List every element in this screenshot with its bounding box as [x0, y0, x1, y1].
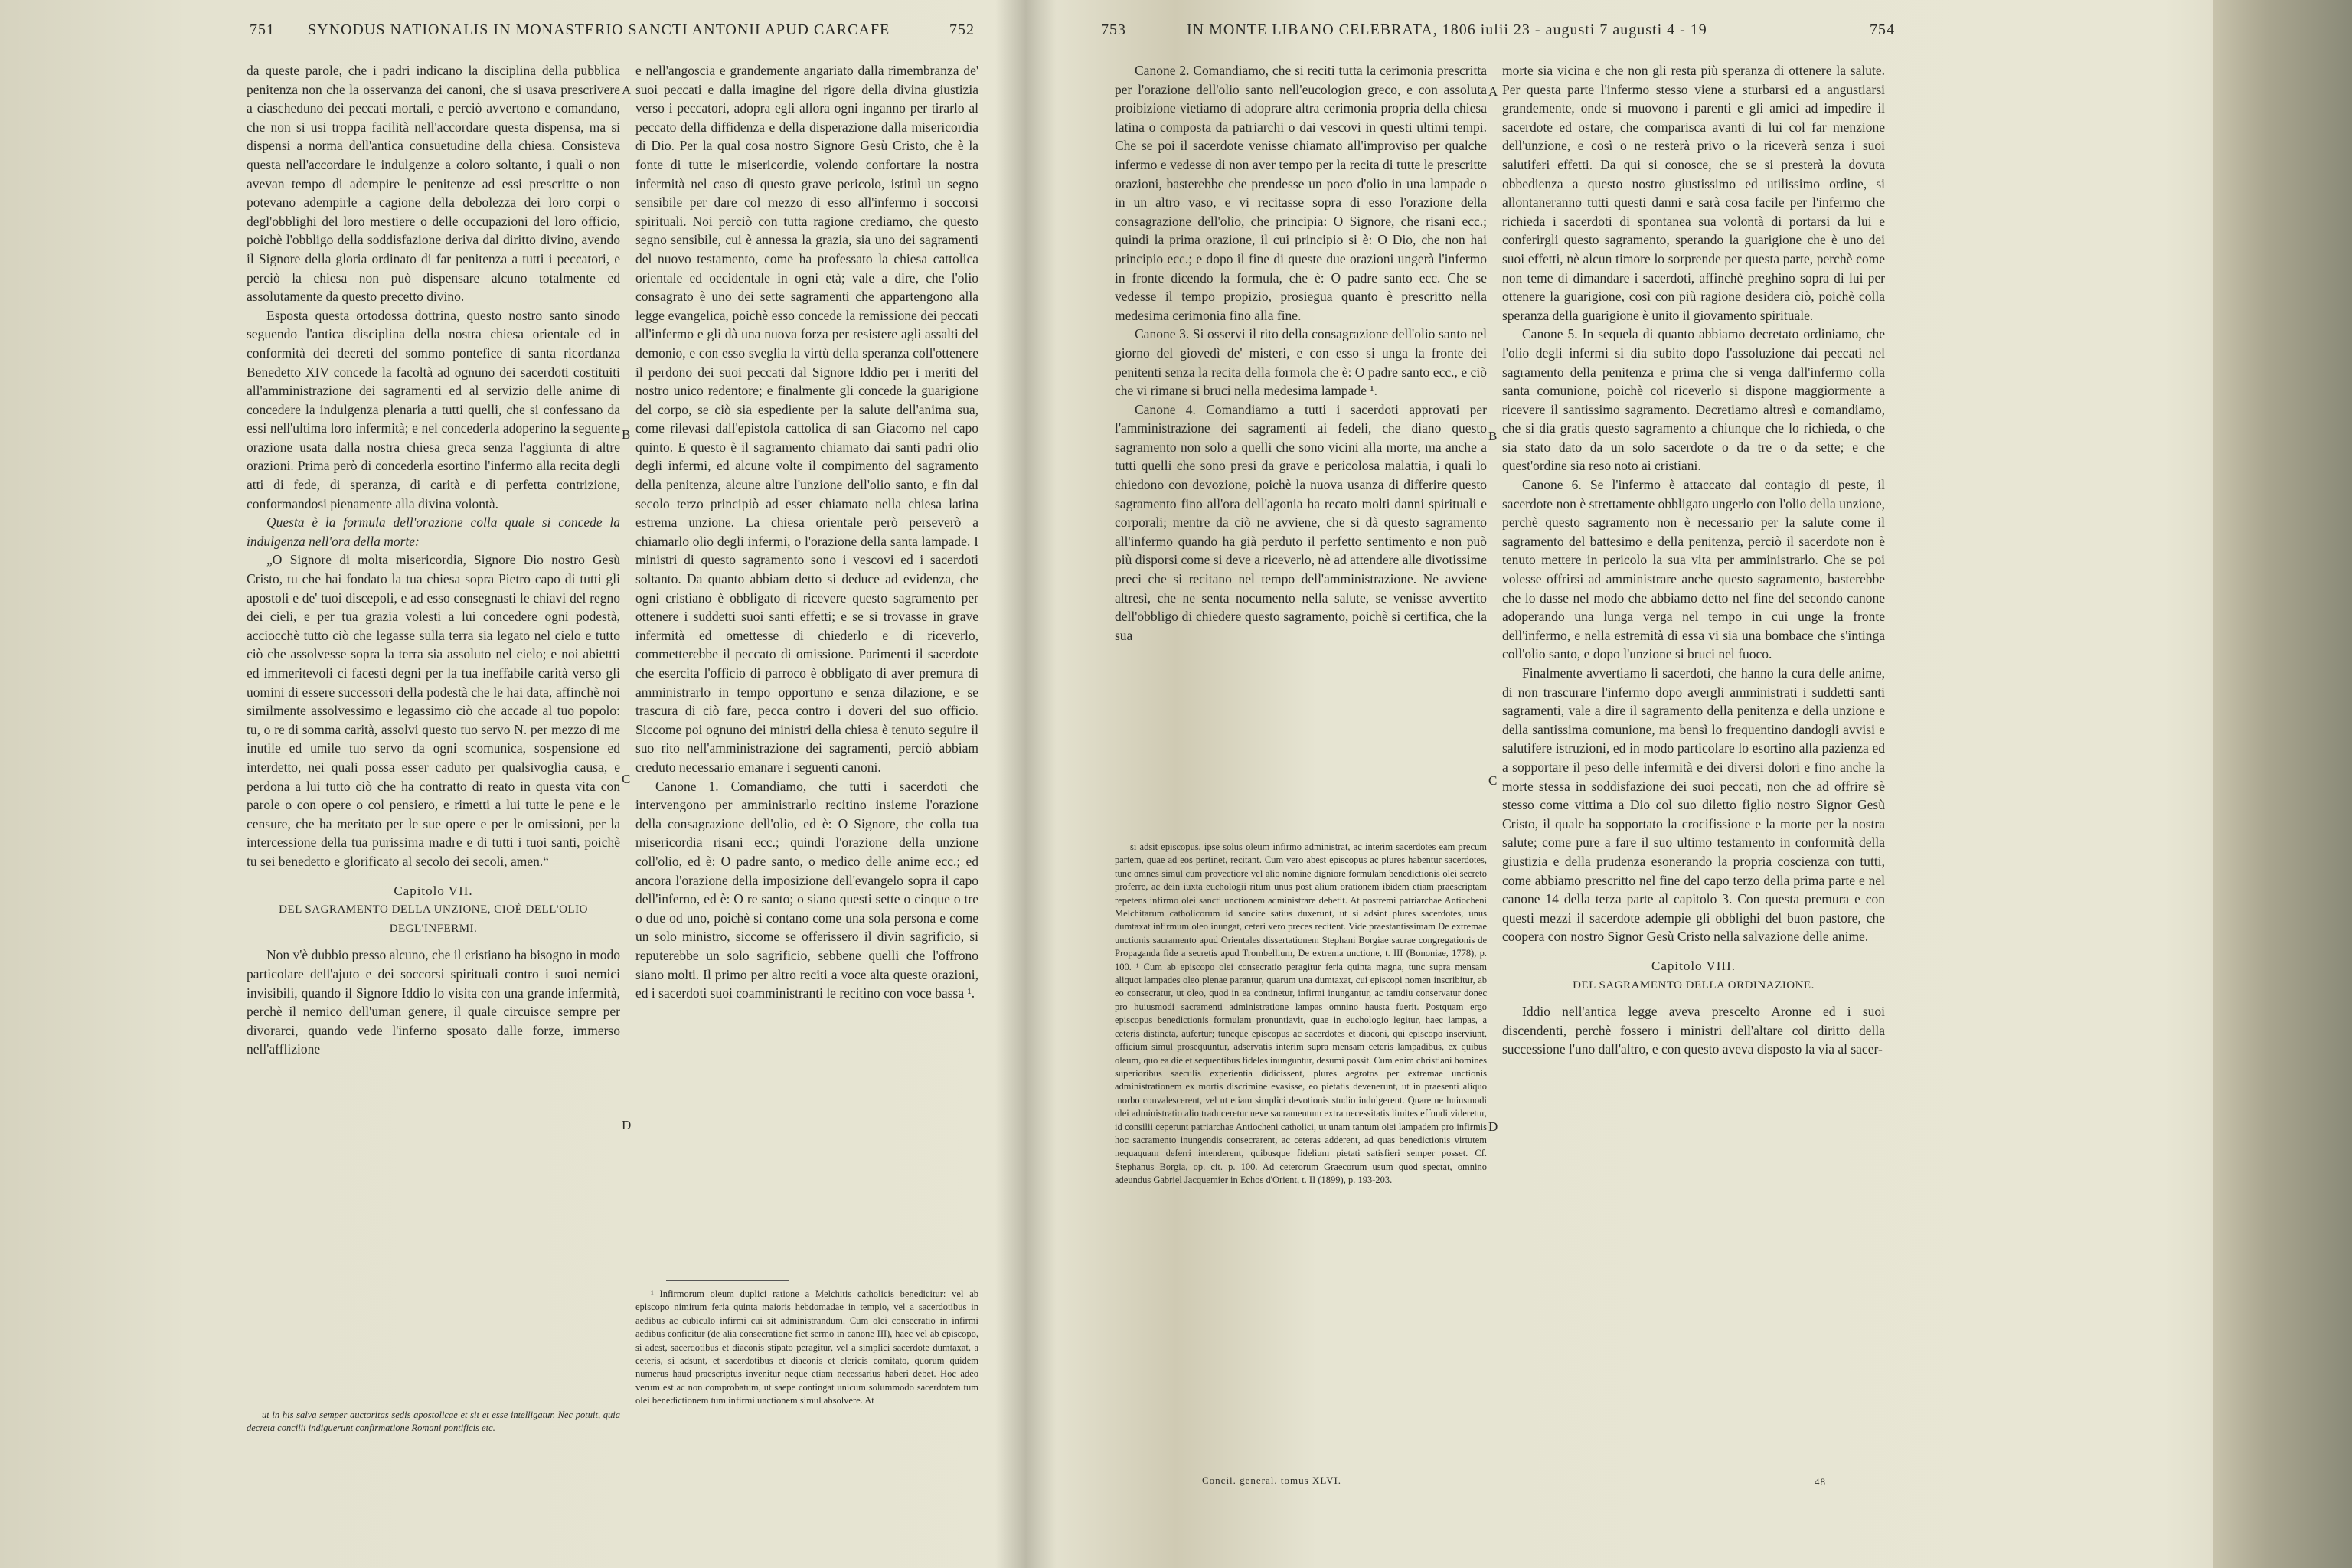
col1-paragraph-1: da queste parole, che i padri indicano la disciplina della pubblica penitenza non che la osservanza dei canoni, che si usava prescrivere a ciascheduno dei peccati mortali, e perciò avvertono e comandano, che non si usi troppa facilità nell'accordare questa dispensa, ma si dispensi a norma dell'antica consuetudine della chiesa. Consisteva questa nell'accordare le indulgenze a coloro soltanto, i quali o non avevan tempo di adempire le penitenze ad essi prescritte o non potevano adempirle a cagione della debolezza dei loro corpi o degl'obblighi del loro mestiere o delle occupazioni del loro officio, poichè l'obbligo della soddisfazione deriva dal diritto divino, avendo il Signore della gloria ordinato di far penitenza a tutti i peccatori, e perciò la chiesa non può dispensare alcuno totalmente ed assolutamente da questo precetto divino.: [247, 63, 620, 305]
margin-letter-c-right: C: [1488, 773, 1498, 788]
col1-footnote-italic: ut in his salva semper auctoritas sedis apostolicae et sit et esse intelligatur. Nec potuit, quia decreta concilii indiguerunt confirmatione Romani pontificis etc.: [247, 1410, 620, 1434]
col3-footnote-text: si adsit episcopus, ipse solus oleum infirmo administrat, ac interim sacerdotes eam precum partem, quae ad eos pertinet, recitant. Cum vero abest episcopus ac plures habentur sacerdotes, tunc omnes simul cum provectiore vel alio nomine digniore formulam benedictionis olei secreto proferre, ac dein iuxta euchologii ritum unus post alium orationem ibidem etiam praescriptam repetens infirmo olei sancti unctionem administrare debetit. At postremi patriarchae Antiocheni Melchitarum catholicorum id sancire satius duxerunt, ut si adsint plures sacerdotes, unus dumtaxat infirmum oleo inungat, ceteri vero preces recitent. Vide praestantissimam De extremae unctionis sacramento apud Orientales dissertationem Stephani Borgiae sacrae congregationis de Propaganda fide a secretis apud Trombellium, De extrema unctione, t. III (Bononiae, 1778), p. 100. ¹ Cum ab episcopo olei consecratio peragitur feria quinta magna, tunc supra mensam aliquot lampades oleo plenae parantur, quarum una dumtaxat, cui episcopi nomen inscribitur, ab eo consecratur, ut oleo, quod in ea continetur, infirmi inungantur, ac tamdiu conservatur donec pro huiusmodi sacramenti administratione lampas omnino hausta fuerit. Postquam ergo episcopus benedictionis formulam pronuntiavit, quae in euchologio legitur, haec lampas, a ceteris distincta, aufertur; tuncque episcopus ac sacerdotes et diaconi, qui episcopo inserviunt, officium simul prosequuntur, adservatis interim supra mensam ceteris lampadibus, ex quibus oleum, quo ea die et sequentibus fideles inunguntur, desumi possit. Cum enim christiani homines superioribus saeculis experientia didicissent, plures aegrotos per extremae unctionis administrationem ex mortis discrimine evasisse, eo pietatis devenerunt, ut in praesenti aliquo morbo convalescerent, vel ut etiam simplici devotionis studio indulgerent. Quare ne huiusmodi olei administratio alio traduceretur neve sacramentum extra necessitatis limites effundi videretur, id consilii ceperunt patriarchae Antiocheni catholici, ut unam tantum olei lampadem pro infirmis hoc sacramento inungendis consecrarent, ac ceteras adderent, ad quas benedictionis virtutem nequaquam deferri intenderent, quibusque fidelium pietati satisfieri semper posset. Cf. Stephanus Borgia, op. cit. p. 100. Ad ceterorum Graecorum usum quod spectat, omnino adeundus Gabriel Jacquemier in Echos d'Orient, t. II (1899), p. 193-203.: [1115, 841, 1487, 1186]
col3-paragraph-2: Canone 3. Si osservi il rito della consagrazione dell'olio santo nel giorno del giovedì de' misteri, e con esso si unga la fronte dei penitenti senza la recita della formola che è: O padre santo ecc., e ciò che vi rimane si bruci nella medesima lampade ¹.: [1115, 326, 1487, 399]
col2-paragraph-2: Canone 1. Comandiamo, che tutti i sacerdoti che intervengono per amministrarlo recitino insieme l'orazione della consagrazione dell'olio, ed è: O Signore, che colla tua misericordia risani ecc.; quindi l'orazione della unzione coll'olio, ed è: O padre santo, o medico delle anime ecc.; ed ancora l'orazione della imposizione dell'evangelo sopra il capo dell'inferno, ed è: O re santo; o siano questi sette o cinque o tre o due od uno, poichè si contano come una sola persona e come un solo ministro, siccome se offerissero il divin sagrificio, si reputerebbe un solo sagrificio, sebbene quelli che l'offrono siano molti. Il primo per altro reciti a voce alta queste orazioni, ed i sacerdoti suoi coamministranti le recitino con voce bassa ¹.: [635, 778, 978, 1001]
col2-footnote-text: ¹ Infirmorum oleum duplici ratione a Melchitis catholicis benedicitur: vel ab episcopo nimirum feria quinta maioris hebdomadae in templo, vel a sacerdotibus in aedibus ac cubiculo infirmi cui sit administrandum. Cum olei consecratio in infirmi aedibus conficitur (de alia consecratione fiet sermo in canone III), haec vel ab episcopo, si adest, sacerdotibus et diaconis stipato peragitur, vel a simplici sacerdote dumtaxat, a ceteris, si adsunt, et sacerdotibus et diaconis et clericis comitato, quorum quidem numerus haud praescriptus invenitur neque etiam necessarius haberi debet. Hoc adeo verum est ac non comprobatum, ut saepe contingat unicum solummodo sacerdotem tum olei benedictionem tum infirmi unctionem simul absolvere. At: [635, 1289, 978, 1406]
column-753: [1115, 61, 1487, 827]
col4-paragraph-3: Canone 6. Se l'infermo è attaccato dal contagio di peste, il sacerdote non è strettamente obbligato ungerlo con l'olio della unzione, perchè questo sagramento non è necessario per la salute come il sagramento del battesimo e della penitenza, perciò il sacerdote non è tenuto mettere in pericolo la sua vita per amministrarlo. Che se poi volesse offrirsi ad amministrare anche questo sagramento, basterebbe che lo dasse nel modo che abbiamo detto nel fine del secondo canone adoperando una lunga verga nel tempo in cui unge la fronte dell'infermo, e nella estremità di essa vi sia una bombace che s'intinga coll'olio santo, e dopo l'unzione si bruci nel fuoco.: [1502, 477, 1885, 662]
column-752: [635, 61, 978, 1279]
left-page-header: [237, 21, 988, 52]
col2-paragraph-1: e nell'angoscia e grandemente angariato dalla rimembranza de' suoi peccati e dalla imagine del rigore della divina giustizia verso i peccatori, adopra egli allora ogni inganno per tirarlo al peccato della diffidenza e della disperazione dalla misericordia di Dio. Per la qual cosa nostro Signore Gesù Cristo, che è la fonte di tutte le misericordie, volendo confortare la nostra infermità nel caso di questo grave pericolo, istituì un segno sensibile per dare col mezzo di esso all'infermo i soccorsi spirituali. Noi perciò con tutta ragione crediamo, che questo segno sensibile, cui è annessa la grazia, sia uno dei sagramenti del nuovo testamento, come ha professato la chiesa cattolica orientale ed occidentale in ogni età; vale a dire, che l'olio consagrato è uno dei sette sagramenti che appartengono alla legge evangelica, poichè esso concede la remissione dei peccati all'infermo e gli dà una nuova forza per resistere agli assalti del demonio, e con esso sveglia la virtù della speranza coll'ottenere il perdono dei suoi peccati dal Signore Iddio per i meriti del nostro unico redentore; e finalmente gli concede la guarigione del corpo, se ciò sia espediente per la salute dell'anima sua, come rilevasi dall'epistola cattolica di san Giacomo nel capo quinto. E questo è il sagramento chiamato dai santi padri olio degli infermi, ed alcune volte il compimento del sagramento della penitenza, alcune altre l'unzione dell'olio santo, e fin dal secolo terzo principiò ad esser chiamato nella chiesa latina estrema unzione. La chiesa orientale però perseverò a chiamarlo olio degli infermi, o l'orazione della santa lampade. I ministri di questo sagramento sono i vescovi ed i sacerdoti soltanto. Da quanto abbiam detto si deduce ad evidenza, che ogni cristiano è obbligato di ricevere questo sagramento per ottenere i suddetti suoi santi effetti; e se si trovasse in grave infermità ed omettesse di chiederlo e di riceverlo, commetterebbe il peccato di omissione. Parimenti il sacerdote che esercita l'officio di parroco è obbligato di aver premura di amministrarlo in tempo opportuno e senza dilazione, e se trascura di ciò fare, pecca contro i doveri del suo officio. Siccome poi ognuno dei ministri della chiesa è tenuto seguire il suo rito nell'amministrazione dei sagramenti, perciò abbiam creduto necessario emanare i seguenti canoni.: [635, 63, 978, 775]
chapter-7-heading: Capitolo VII.: [394, 883, 473, 898]
chapter-7-title: DEL SAGRAMENTO DELLA UNZIONE, CIOÈ DELL'OLIO DEGL'INFERMI.: [279, 903, 588, 935]
margin-letter-a-right: A: [1488, 84, 1498, 99]
margin-letter-a-left: A: [622, 83, 632, 97]
page-number-752: 752: [949, 21, 975, 38]
col3-paragraph-3: Canone 4. Comandiamo a tutti i sacerdoti approvati per l'amministrazione dei sagramenti ai fedeli, che diano questo sagramento non solo a quelli che sono vicini alla morte, ma anche a tutti quelli che sono presi da grave e pericolosa malattia, i quali lo chiedono con devozione, poichè la nuova usanza di differire questo sagramento fino all'ora dell'agonia ha recato molti danni spirituali e corporali; mentre da ciò ne avviene, che si dà questo sagramento all'infermo quando ha già perduto il perfetto sentimento e non può più disporsi come si deve a riceverlo, nè ad attendere alle divotissime preci che si recitano nel tempo dell'amministrazione. Ne avviene altresì, che ne senta nocumento nella salute, se venisse avvertito dell'obbligo di chiedere questo sagramento, poichè si certifica, che la sua: [1115, 401, 1487, 643]
margin-letter-b-left: B: [622, 427, 631, 442]
left-page: [237, 15, 988, 1554]
col4-paragraph-4: Finalmente avvertiamo li sacerdoti, che hanno la cura delle anime, di non trascurare l'infermo dopo avergli amministrati i suddetti santi sagramenti, vale a dire il sagramento della penitenza e della unzione e della santissima comunione, ma bensì lo frequentino dandogli avvisi e salutifere istruzioni, ed in modo particolare lo esortino alla pazienza ed a sopportare il peso delle infermità e dei diversi dolori e fino anche la morte stessa in soddisfazione dei suoi peccati, non che ad offrire sè stesso come vittima a Dio col suo diletto figlio nostro Signor Gesù Cristo, il quale ha sopportato la crocifissione e la morte per la nostra salute; come pure a fare il suo ultimo testamento in conformità della giustizia e della prudenza esonerando la propria coscienza con tutti, come abbiamo prescritto nel fine del capo terzo della prima parte e nel canone 14 della terza parte al capitolo 3. Con questa premura e con questi mezzi il sacerdote adempie gli obblighi del buon pastore, che coopera con nostro Signor Gesù Cristo nella salvazione delle anime.: [1502, 665, 1885, 945]
sheet-number: 48: [1815, 1476, 1826, 1488]
page-number-753: 753: [1101, 21, 1126, 38]
col4-paragraph-5: Iddio nell'antica legge aveva prescelto Aronne ed i suoi discendenti, perchè fossero i ministri dell'altare col diritto della successione l'uno dall'altro, e con questo aveva disposto la via al sacer-: [1502, 1004, 1885, 1057]
margin-letter-b-right: B: [1488, 429, 1498, 443]
right-running-title: IN MONTE LIBANO CELEBRATA, 1806 iulii 23 - augusti 7 augusti 4 - 19: [1187, 21, 1707, 38]
margin-letter-d-left: D: [622, 1118, 632, 1132]
col1-paragraph-2: Esposta questa ortodossa dottrina, questo nostro santo sinodo seguendo l'antica disciplina della nostra chiesa orientale ed in conformità dei decreti del sommo pontefice di santa ricordanza Benedetto XIV concede la facoltà ad ognuno dei sacerdoti costituiti all'amministrazione dei sagramenti ed al servizio delle anime di concedere la indulgenza plenaria a tutti quelli, che si confessano da essi nell'ultima loro infermità; e nel concederla adoperino la seguente orazione usata dalla nostra chiesa greca senza l'aggiunta di altre orazioni. Prima però di concederla esortino l'infermo alla recita degli atti di fede, di speranza, di carità e di perfetta contrizione, conformandosi pienamente alla divina volontà.: [247, 307, 620, 511]
column-754: [1502, 61, 1885, 1470]
right-page-header: [1087, 21, 2213, 52]
col3-footnote: [1115, 841, 1487, 1468]
col1-footnote: [247, 1409, 620, 1470]
margin-letter-d-right: D: [1488, 1119, 1498, 1134]
volume-signature: Concil. general. tomus XLVI.: [1202, 1475, 1342, 1486]
col2-footnote-rule: [666, 1280, 789, 1281]
chapter-8-title: DEL SAGRAMENTO DELLA ORDINAZIONE.: [1573, 978, 1815, 991]
col1-paragraph-4: „O Signore di molta misericordia, Signore Dio nostro Gesù Cristo, tu che hai fondato la tua chiesa sopra Pietro capo di tutti gli apostoli e de' tuoi discepoli, e ad esso consegnasti le chiavi del regno dei cieli, e per tua grazia volesti a lui concedere ogni podestà, acciocchè tutto ciò che legasse sulla terra sia legato nel cielo e tutto ciò che assolvesse sopra la terra sia assoluto nel cielo; e noi abiettti ed immeritevoli ci facesti degni per la tua ineffabile carità verso gli uomini di essere successori della podestà che le hai data, affinchè noi similmente assolvessimo e legassimo ciò che accade al tuo popolo: tu, o re di somma carità, assolvi questo tuo servo N. per mezzo di me inutile ed umile tuo servo da ogni scomunica, sospensione ed interdetto, nei quali possa esser caduto per qualsivoglia causa, e perdona a lui tutto ciò che ha contratto di reato in questa vita con parole o con opere o col pensiero, e rimetti a lui tutte le pene e le censure, che ha meritato per le sue opere e per le omissioni, per la intercessione della tua purissima madre e di tutti i tuoi santi, poichè tu sei benedetto e glorificato al secolo dei secoli, amen.“: [247, 552, 620, 869]
col4-paragraph-2: Canone 5. In sequela di quanto abbiamo decretato ordiniamo, che l'olio degli infermi si dia subito dopo l'assoluzione dai peccati nel sagramento della penitenza e prima che si venga dall'infermo colla santa comunione, poichè col riceverlo si dispone maggiormente a ricevere il santissimo sagramento. Decretiamo altresì e comandiamo, che si dia gratis questo sagramento a chiunque che lo richieda, o che sia stato dato da un solo sacerdote o da tre o da sette; e che quest'ordine sia reso noto ai cristiani.: [1502, 326, 1885, 474]
col3-paragraph-1: Canone 2. Comandiamo, che si reciti tutta la cerimonia prescritta per l'orazione dell'olio santo nell'eucologion greco, e con assoluta proibizione vietiamo di adoprare altra cerimonia propria della chiesa latina o composta da patriarchi o dai vescovi in questi ultimi tempi. Che se poi il sacerdote venisse chiamato all'improviso per qualche infermo e vedesse di non aver tempo per la recita di tutte le prescritte orazioni, basterebbe che prendesse un poco d'olio in una lampade o in un altro vaso, e vi recitasse sopra di esso l'orazione della consagrazione dell'olio, che principia: O Signore, che risani ecc.; quindi la prima orazione, il cui principio si è: O Dio, che non hai principio ecc.; e dopo il fine di queste due orazioni ungerà l'infermo in fronte dicendo la formula, che è: O padre santo ecc. Che se vedesse il tempo propizio, prosiegua quanto è prescritto nella medesima cerimonia fino alla fine.: [1115, 63, 1487, 323]
book-gutter: [995, 0, 1057, 1568]
col2-footnote: [635, 1288, 978, 1479]
page-number-754: 754: [1870, 21, 1895, 38]
chapter-8-heading: Capitolo VIII.: [1651, 958, 1736, 973]
col1-footnote-text: [247, 1409, 620, 1436]
column-751: [247, 61, 620, 1508]
right-page: [1087, 15, 2213, 1554]
margin-letter-c-left: C: [622, 772, 631, 786]
col1-formula-heading: Questa è la formula dell'orazione colla quale si concede la indulgenza nell'ora della morte:: [247, 514, 620, 549]
col1-paragraph-5: Non v'è dubbio presso alcuno, che il cristiano ha bisogno in modo particolare dell'ajuto e dei soccorsi spirituali contro i suoi nemici invisibili, quando il Signore Iddio lo visita con una grande infermità, perchè il nemico dell'uman genere, il quale circuisce sempre per divorarci, quando vede l'inferno sposato dalle forze, immerso nell'afflizione: [247, 947, 620, 1057]
page-edge: [2213, 0, 2352, 1568]
left-running-title: SYNODUS NATIONALIS IN MONASTERIO SANCTI ANTONII APUD CARCAFE: [308, 21, 890, 38]
page-number-751: 751: [250, 21, 275, 38]
col4-paragraph-1: morte sia vicina e che non gli resta più speranza di ottenere la salute. Per questa parte l'infermo stesso viene a sturbarsi ed a angustiarsi grandemente, onde si muovono i parenti e gli amici ad impedire il sacerdote ed ostare, che comparisca avanti di lui col far menzione dell'unzione, e così o ne resterà privo o la riceverà senza i suoi salutiferi effetti. Da qui si conosce, che se si presterà la dovuta obbedienza a questo nostro giustissimo ed utilissimo ordine, si allontaneranno tutti questi danni e sarà cosa facile per l'infermo che richieda i sacerdoti di spontanea sua volontà di portarsi da lui e conferirgli questo sagramento, sperando la guarigione che è uno dei suoi effetti, nè alcun timore lo sorprende per questa parte, perchè come non teme di dimandare i sacerdoti, affinchè preghino sopra di lui per ottenere la guarigione, così con più ragione desidera ciò, poichè colla speranza della guarigione è unito il giovamento spirituale.: [1502, 63, 1885, 323]
col1-paragraph-3: [247, 513, 620, 550]
